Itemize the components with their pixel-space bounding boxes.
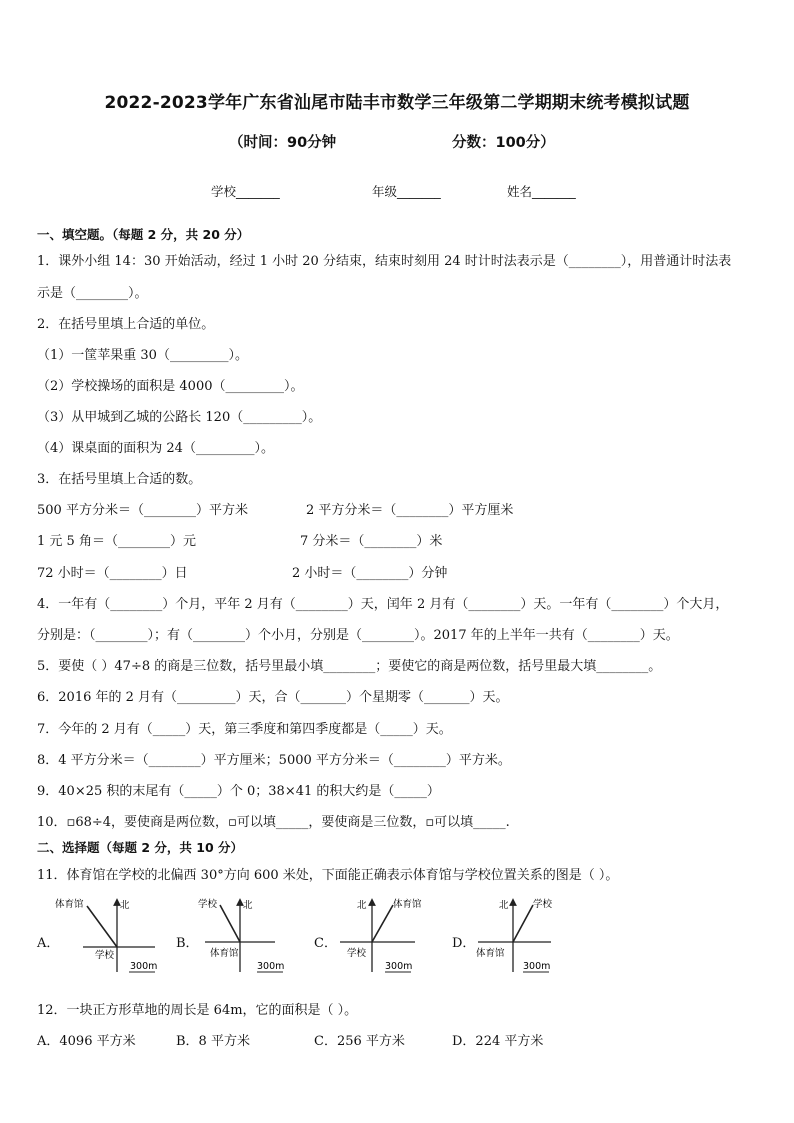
grade-field: 年级_______ (372, 184, 441, 199)
question-3-2b: 7 分米＝（________）米 (300, 534, 443, 549)
direction-line (513, 905, 533, 942)
question-8: 8．4 平方分米＝（________）平方厘米；5000 平方分米＝（________）平方米。 (37, 753, 511, 768)
north-label: 北 (499, 900, 509, 911)
question-2-3: （3）从甲城到乙城的公路长 120（_________）。 (37, 410, 322, 425)
bottom-label: 体育馆 (476, 948, 505, 959)
top-label: 体育馆 (55, 899, 84, 910)
option-d-label[interactable]: D． (452, 936, 476, 951)
page-title: 2022-2023学年广东省汕尾市陆丰市数学三年级第二学期期末统考模拟试题 (104, 93, 690, 113)
top-label: 学校 (198, 899, 218, 910)
question-2-1: （1）一筐苹果重 30（_________）。 (37, 348, 248, 363)
q12-option-d[interactable]: D．224 平方米 (452, 1034, 544, 1049)
question-2-2: （2）学校操场的面积是 4000（_________）。 (37, 379, 304, 394)
direction-line (372, 905, 393, 942)
question-2: 2．在括号里填上合适的单位。 (37, 317, 215, 332)
question-4-line-2: 分别是：（________）；有（________）个小月，分别是（________）。2017 年的上半年一共有（________）天。 (37, 628, 679, 643)
direction-line (87, 906, 117, 947)
question-4-line-1: 4．一年有（________）个月，平年 2 月有（________）天，闰年 2 月有（________）天。一年有（________）个大月， (37, 597, 729, 612)
top-label: 学校 (533, 899, 553, 910)
question-7: 7．今年的 2 月有（_____）天，第三季度和第四季度都是（_____）天。 (37, 722, 452, 737)
q12-option-c[interactable]: C．256 平方米 (314, 1034, 405, 1049)
bottom-label: 学校 (95, 950, 115, 961)
q12-option-b[interactable]: B．8 平方米 (176, 1034, 250, 1049)
option-a-diagram (55, 892, 165, 980)
question-3-3a: 72 小时＝（________）日 (37, 566, 188, 581)
exam-score: 分数：100分） (452, 135, 555, 151)
north-label: 北 (243, 900, 253, 911)
top-label: 体育馆 (393, 899, 422, 910)
bottom-label: 体育馆 (210, 948, 239, 959)
question-1-line-1: 1．课外小组 14：30 开始活动，经过 1 小时 20 分结束，结束时刻用 24 时计时法表示是（________），用普通计时法表 (37, 254, 732, 269)
option-d-diagram (473, 892, 583, 980)
question-6: 6．2016 年的 2 月有（_________）天，合（_______）个星期零（_______）天。 (37, 690, 509, 705)
question-9: 9．40×25 积的末尾有（_____）个 0；38×41 的积大约是（_____） (37, 784, 440, 799)
option-c-label[interactable]: C． (314, 936, 337, 951)
exam-time: （时间：90分钟 (229, 135, 337, 151)
question-3-1b: 2 平方分米＝（________）平方厘米 (306, 503, 514, 518)
north-label: 北 (357, 900, 367, 911)
section-choice-title: 二、选择题（每题 2 分，共 10 分） (37, 840, 244, 855)
question-12: 12．一块正方形草地的周长是 64m，它的面积是（ ）。 (37, 1003, 358, 1018)
option-c-diagram (335, 892, 445, 980)
north-label: 北 (120, 900, 130, 911)
bottom-label: 学校 (347, 948, 367, 959)
scale-label: 300m (130, 961, 158, 972)
option-b-label[interactable]: B． (176, 936, 199, 951)
question-3: 3．在括号里填上合适的数。 (37, 472, 202, 487)
option-b-diagram (195, 892, 305, 980)
school-field: 学校_______ (211, 184, 280, 199)
scale-label: 300m (523, 961, 551, 972)
question-2-4: （4）课桌面的面积为 24（_________）。 (37, 441, 274, 456)
scale-label: 300m (385, 961, 413, 972)
question-3-1a: 500 平方分米＝（________）平方米 (37, 503, 248, 518)
question-5: 5．要使（ ）47÷8 的商是三位数，括号里最小填________；要使它的商是两位数，括号里最大填________。 (37, 659, 662, 674)
question-3-3b: 2 小时＝（________）分钟 (292, 566, 448, 581)
question-10: 10．▫68÷4，要使商是两位数，▫可以填_____，要使商是三位数，▫可以填_____. (37, 815, 510, 830)
option-a-label[interactable]: A． (37, 936, 60, 951)
name-field: 姓名_______ (507, 184, 576, 199)
question-11: 11．体育馆在学校的北偏西 30°方向 600 米处，下面能正确表示体育馆与学校位置关系的图是（ ）。 (37, 868, 619, 883)
question-1-line-2: 示是（________）。 (37, 286, 148, 301)
section-fill-in-title: 一、填空题。（每题 2 分，共 20 分） (37, 227, 250, 242)
question-3-2a: 1 元 5 角＝（________）元 (37, 534, 196, 549)
direction-line (220, 905, 240, 942)
q12-option-a[interactable]: A．4096 平方米 (37, 1034, 136, 1049)
scale-label: 300m (257, 961, 285, 972)
